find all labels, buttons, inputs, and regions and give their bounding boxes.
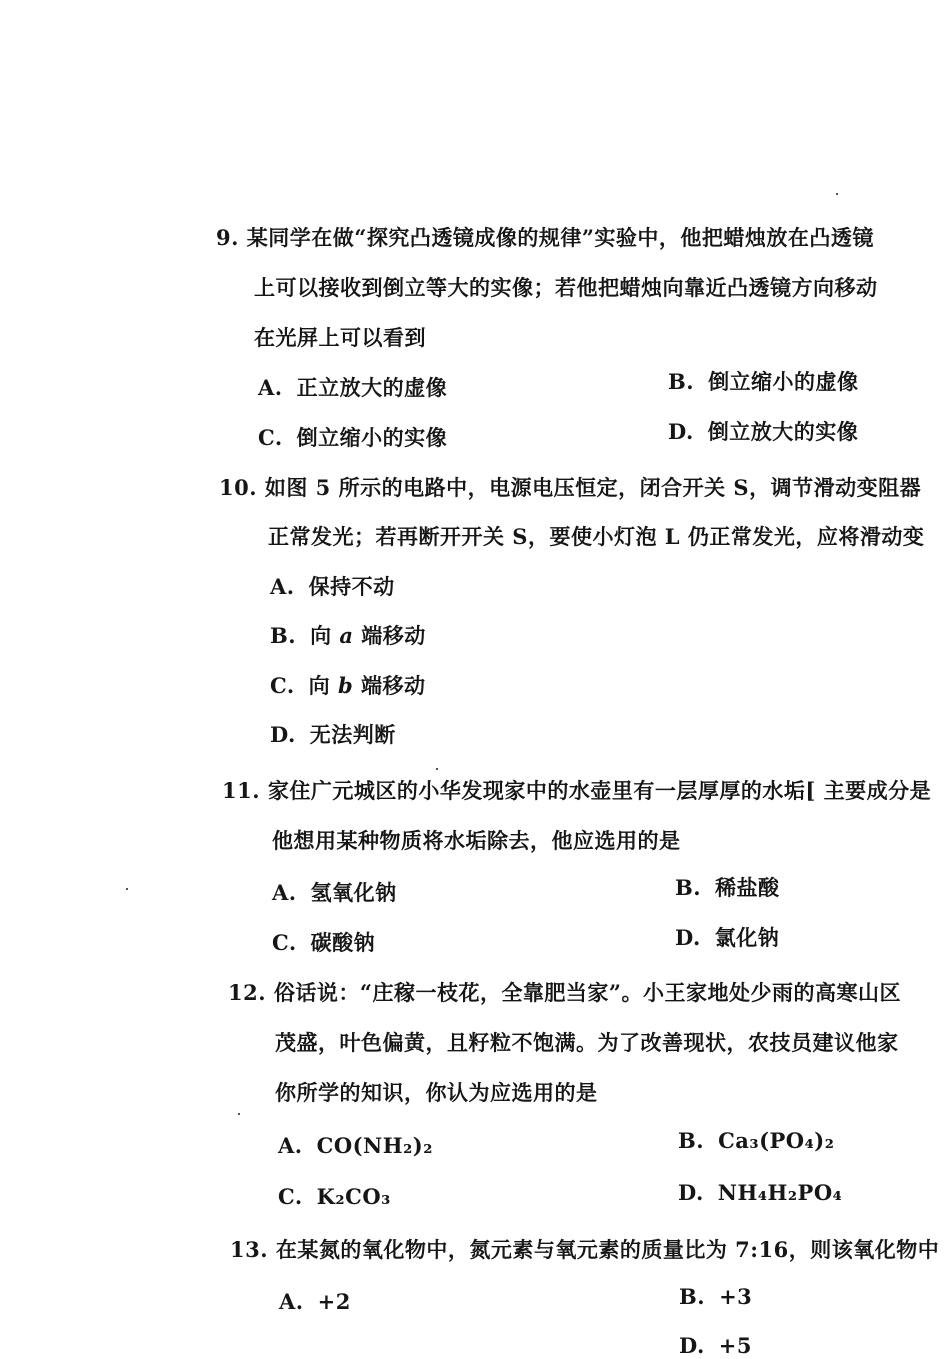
option-letter: C. bbox=[278, 1184, 303, 1209]
question-11-option-b bbox=[675, 875, 780, 901]
option-text-post: 端移动 bbox=[353, 673, 426, 698]
question-10-line-2: 正常发光；若再断开开关 S，要使小灯泡 L 仍正常发光，应将滑动变 bbox=[268, 524, 925, 549]
option-text: 正立放大的虚像 bbox=[296, 375, 448, 400]
question-11-option-d bbox=[675, 925, 779, 951]
question-13-option-a bbox=[279, 1289, 351, 1315]
question-number: 10. bbox=[219, 475, 258, 500]
option-letter: B. bbox=[668, 369, 695, 394]
option-letter: D. bbox=[679, 1333, 705, 1358]
option-letter: D. bbox=[678, 1180, 704, 1205]
question-10-option-d bbox=[270, 722, 396, 748]
question-9-option-b bbox=[668, 369, 859, 395]
question-text: 如图 5 所示的电路中，电源电压恒定，闭合开关 S，调节滑动变阻器 bbox=[264, 475, 922, 500]
option-text-post: 端移动 bbox=[353, 623, 426, 648]
option-text: 氯化钠 bbox=[714, 925, 780, 950]
option-text: 无法判断 bbox=[309, 722, 396, 747]
question-12-line-3: 你所学的知识，你认为应选用的是 bbox=[275, 1080, 598, 1105]
option-letter: D. bbox=[270, 722, 296, 747]
question-number: 12. bbox=[228, 980, 267, 1005]
scan-speck bbox=[238, 1113, 240, 1115]
question-9-line-2: 上可以接收到倒立等大的实像；若他把蜡烛向靠近凸透镜方向移动 bbox=[254, 275, 878, 300]
question-13-option-d bbox=[679, 1333, 752, 1359]
question-9-option-d bbox=[668, 419, 858, 445]
scan-speck bbox=[836, 193, 838, 195]
question-10-line-1 bbox=[219, 475, 921, 501]
option-letter: A. bbox=[278, 1133, 303, 1158]
option-formula: NH₄H₂PO₄ bbox=[717, 1180, 843, 1205]
question-number: 11. bbox=[222, 778, 261, 803]
question-12-option-b bbox=[678, 1128, 834, 1154]
option-text: 碳酸钠 bbox=[310, 930, 376, 955]
option-letter: D. bbox=[668, 419, 694, 444]
scan-speck bbox=[436, 768, 438, 770]
option-letter: A. bbox=[279, 1289, 304, 1314]
question-12-line-1 bbox=[228, 980, 901, 1006]
question-text: 在某氮的氧化物中，氮元素与氧元素的质量比为 7:16，则该氧化物中 bbox=[275, 1237, 940, 1262]
option-variable: b bbox=[337, 673, 354, 698]
option-text: +5 bbox=[718, 1333, 752, 1358]
question-text: 俗话说：“庄稼一枝花，全靠肥当家”。小王家地处少雨的高寒山区 bbox=[273, 980, 902, 1005]
option-letter: A. bbox=[258, 375, 283, 400]
question-11-line-1 bbox=[222, 778, 931, 804]
question-12-option-d bbox=[678, 1180, 842, 1206]
option-formula: Ca₃(PO₄)₂ bbox=[718, 1128, 835, 1153]
question-9-line-1 bbox=[216, 225, 874, 251]
question-13-line-1 bbox=[230, 1237, 939, 1263]
question-11-option-a bbox=[272, 880, 397, 906]
option-variable: a bbox=[339, 623, 354, 648]
option-letter: C. bbox=[272, 930, 297, 955]
option-text-pre: 向 bbox=[310, 623, 340, 648]
question-10-option-c bbox=[270, 673, 425, 699]
question-10-option-b bbox=[270, 623, 426, 649]
option-text: +2 bbox=[317, 1289, 351, 1314]
question-text: 家住广元城区的小华发现家中的水壶里有一层厚厚的水垢[ 主要成分是 bbox=[267, 778, 932, 803]
question-10-option-a bbox=[270, 574, 395, 600]
option-letter: B. bbox=[675, 875, 702, 900]
question-9-option-a bbox=[258, 375, 447, 401]
question-12-option-c bbox=[278, 1184, 391, 1210]
option-text: 倒立缩小的实像 bbox=[296, 425, 448, 450]
question-13-option-b bbox=[679, 1284, 752, 1310]
question-number: 13. bbox=[230, 1237, 269, 1262]
option-text: 氢氧化钠 bbox=[310, 880, 397, 905]
option-text-pre: 向 bbox=[308, 673, 338, 698]
option-letter: D. bbox=[675, 925, 701, 950]
scan-speck bbox=[126, 888, 128, 890]
option-text: 保持不动 bbox=[308, 574, 395, 599]
option-letter: C. bbox=[258, 425, 283, 450]
question-11-option-c bbox=[272, 930, 375, 956]
question-text: 某同学在做“探究凸透镜成像的规律”实验中，他把蜡烛放在凸透镜 bbox=[246, 225, 874, 250]
option-formula: CO(NH₂)₂ bbox=[316, 1133, 433, 1158]
option-text: 倒立放大的实像 bbox=[707, 419, 859, 444]
option-formula: K₂CO₃ bbox=[316, 1184, 391, 1209]
question-9-line-3: 在光屏上可以看到 bbox=[254, 325, 426, 350]
question-9-option-c bbox=[258, 425, 447, 451]
question-12-line-2: 茂盛，叶色偏黄，且籽粒不饱满。为了改善现状，农技员建议他家 bbox=[275, 1030, 899, 1055]
option-letter: A. bbox=[272, 880, 297, 905]
question-11-line-2: 他想用某种物质将水垢除去，他应选用的是 bbox=[272, 828, 681, 853]
question-number: 9. bbox=[216, 225, 239, 250]
option-text: 倒立缩小的虚像 bbox=[708, 369, 859, 394]
option-letter: B. bbox=[678, 1128, 705, 1153]
option-letter: B. bbox=[679, 1284, 706, 1309]
question-12-option-a bbox=[278, 1133, 433, 1159]
option-letter: A. bbox=[270, 574, 295, 599]
option-text: +3 bbox=[719, 1284, 753, 1309]
option-text: 稀盐酸 bbox=[715, 875, 780, 900]
option-letter: B. bbox=[270, 623, 297, 648]
option-letter: C. bbox=[270, 673, 295, 698]
